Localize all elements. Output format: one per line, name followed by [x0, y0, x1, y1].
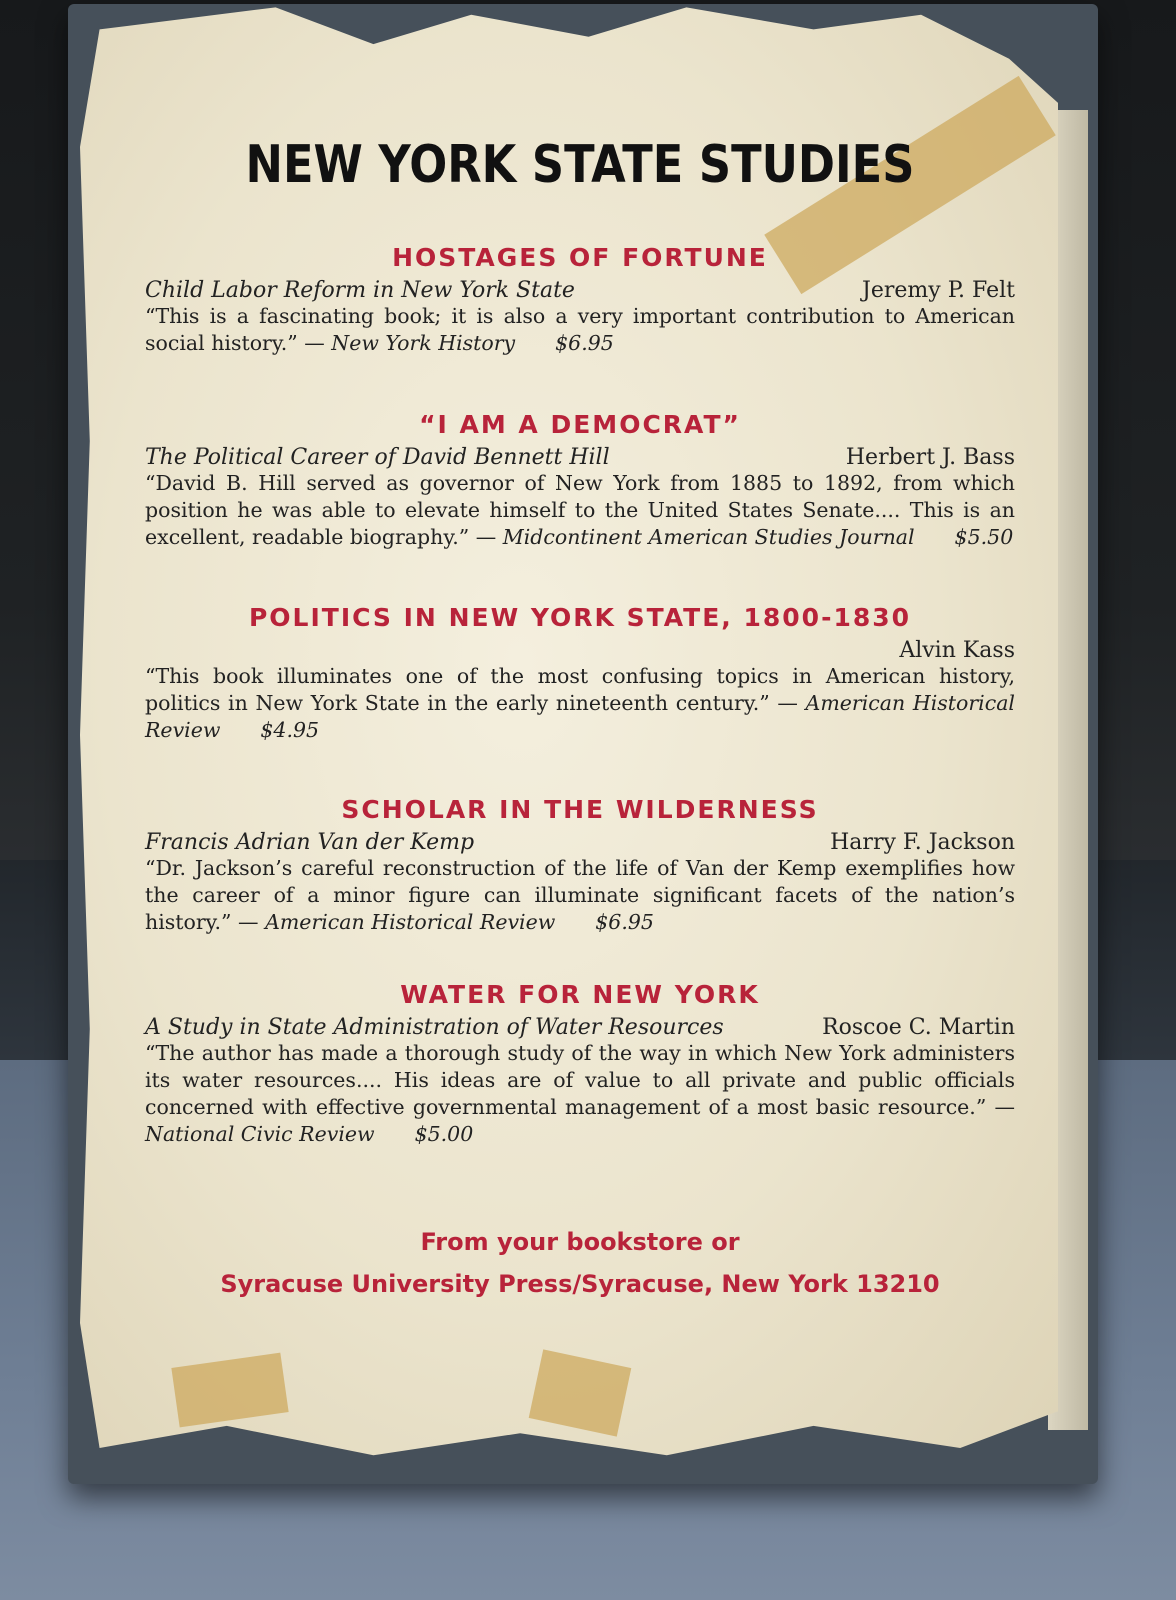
book-price: $6.95 [595, 910, 654, 934]
book-author: Roscoe C. Martin [822, 1015, 1015, 1040]
book-subtitle: A Study in State Administration of Water Resources [145, 1015, 724, 1040]
book-entry [145, 795, 1015, 936]
book-subtitle: Francis Adrian Van der Kemp [145, 830, 475, 855]
book-price: $4.95 [260, 718, 320, 742]
publisher-address: Syracuse University Press/Syracuse, New York 13210 [220, 1270, 940, 1298]
book-title: “I AM A DEMOCRAT” [419, 410, 741, 439]
book-review: “This is a fascinating book; it is also a very important contribution to American social history.” — New York History $6.95 [145, 304, 1015, 355]
page-title: NEW YORK STATE STUDIES [245, 135, 915, 195]
book-price: $6.95 [555, 331, 614, 355]
book-title: HOSTAGES OF FORTUNE [392, 243, 768, 272]
book-review: “David B. Hill served as governor of New York from 1885 to 1892, from which position he was able to elevate himself to the United States Senate.... This is an excellent, readable biography.” — Midcontinent American Studies Journal $5.50 [145, 471, 1015, 549]
book-author: Herbert J. Bass [845, 445, 1015, 470]
book-author: Harry F. Jackson [830, 830, 1015, 855]
review-source: Midcontinent American Studies Journal [502, 525, 915, 549]
review-source: American Historical Review [145, 691, 1015, 742]
book-entry [145, 980, 1015, 1148]
book-entry [145, 243, 1015, 357]
book-review: “The author has made a thorough study of the way in which New York administers its water resources.... His ideas are of value to all private and public officials concerned with effective governmental management of a most basic resource.” — National Civic Review $5.00 [145, 1041, 1015, 1146]
book-title: WATER FOR NEW YORK [400, 980, 760, 1009]
book-price: $5.50 [954, 525, 1014, 549]
book-title: SCHOLAR IN THE WILDERNESS [341, 795, 819, 824]
book-subtitle: The Political Career of David Bennett Hill [145, 445, 610, 470]
book-subtitle: Child Labor Reform in New York State [145, 278, 575, 303]
book-entry [145, 603, 1015, 744]
book-title: POLITICS IN NEW YORK STATE, 1800-1830 [248, 603, 912, 632]
book-author: Alvin Kass [899, 638, 1015, 663]
book-entry [145, 410, 1015, 551]
review-source: New York History [331, 331, 516, 355]
book-price: $5.00 [414, 1122, 474, 1146]
book-review: “This book illuminates one of the most confusing topics in American history, politics in New York State in the early nineteenth century.” — American Historical Review $4.95 [145, 664, 1015, 742]
review-source: National Civic Review [145, 1122, 375, 1146]
footer-line-1: From your bookstore or [420, 1228, 740, 1256]
review-source: American Historical Review [265, 910, 556, 934]
book-review: “Dr. Jackson’s careful reconstruction of the life of Van der Kemp exemplifies how the career of a minor figure can illuminate significant facets of the nation’s history.” — American Historical Review $6.95 [145, 856, 1015, 934]
book-author: Jeremy P. Felt [862, 278, 1015, 303]
